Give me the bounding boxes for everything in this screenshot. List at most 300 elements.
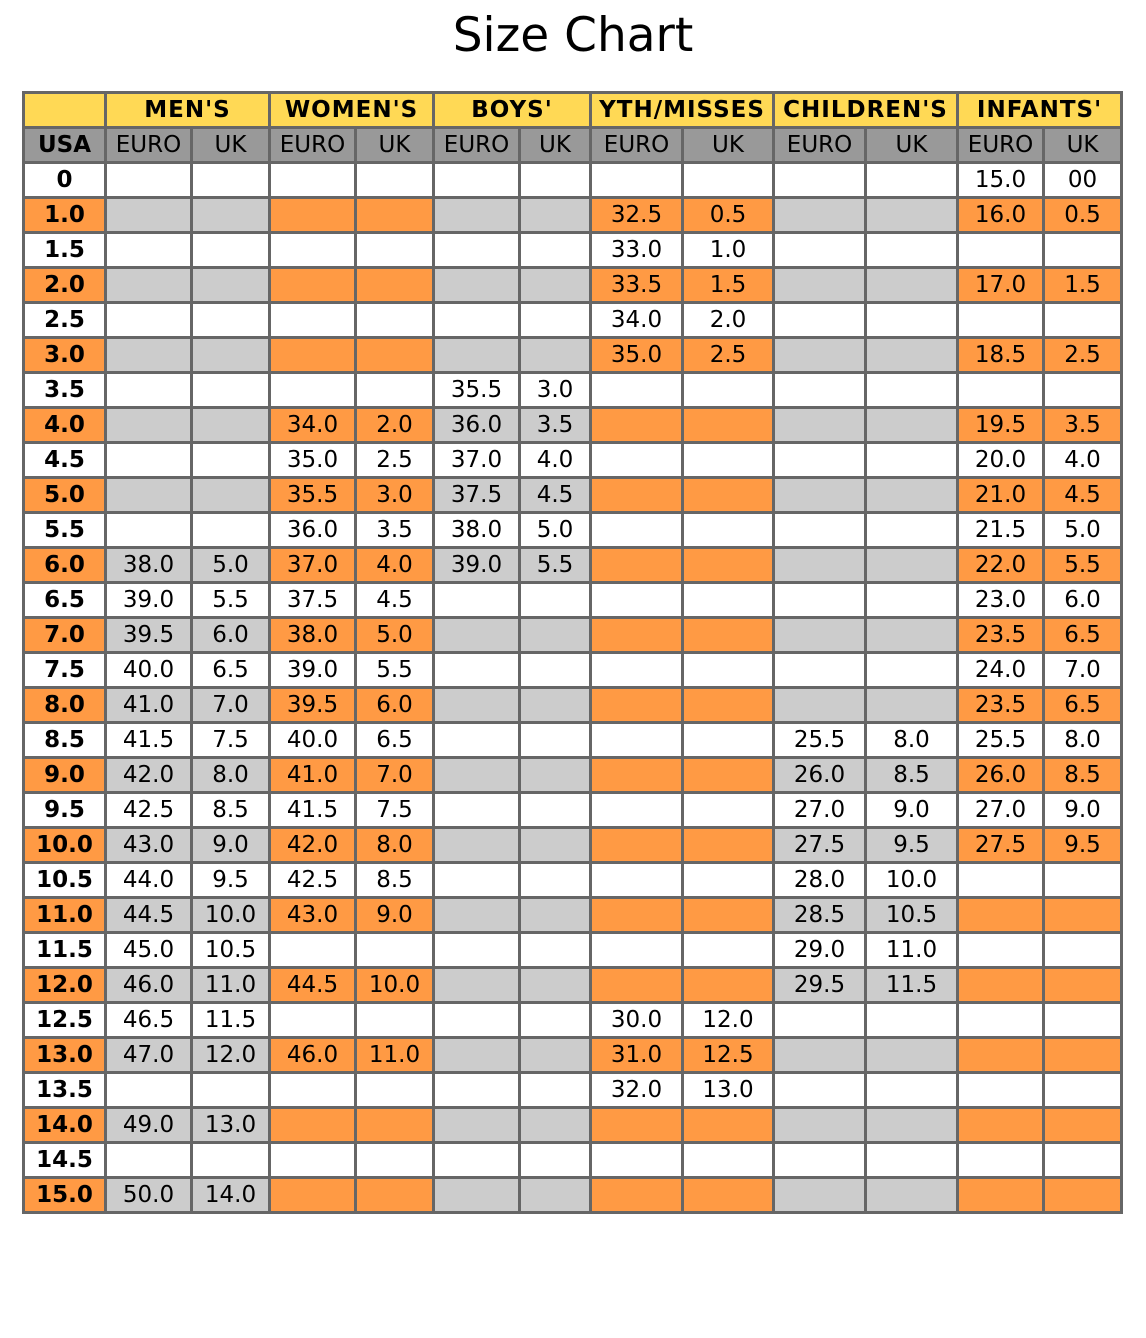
size-cell: [774, 338, 866, 373]
size-cell: [591, 548, 683, 583]
size-cell: [683, 618, 774, 653]
column-header: EURO: [774, 128, 866, 163]
size-cell: [192, 1073, 270, 1108]
size-cell: 36.0: [270, 513, 356, 548]
size-cell: 43.0: [270, 898, 356, 933]
usa-size-cell: 14.5: [24, 1143, 106, 1178]
size-cell: [106, 198, 192, 233]
size-cell: [434, 268, 520, 303]
size-cell: [774, 233, 866, 268]
size-cell: 3.0: [520, 373, 591, 408]
size-cell: 18.5: [958, 338, 1044, 373]
size-cell: 49.0: [106, 1108, 192, 1143]
column-header: UK: [520, 128, 591, 163]
table-row: [24, 933, 1122, 968]
size-cell: [866, 1073, 958, 1108]
size-cell: 4.5: [520, 478, 591, 513]
size-cell: [270, 163, 356, 198]
table-row: [24, 268, 1122, 303]
size-cell: 6.0: [1044, 583, 1122, 618]
size-cell: 35.0: [591, 338, 683, 373]
size-cell: [520, 758, 591, 793]
size-cell: [591, 793, 683, 828]
usa-size-cell: 5.0: [24, 478, 106, 513]
size-cell: [356, 1143, 434, 1178]
size-cell: [434, 583, 520, 618]
size-cell: 9.5: [1044, 828, 1122, 863]
size-cell: 26.0: [774, 758, 866, 793]
size-cell: [591, 373, 683, 408]
size-cell: 40.0: [270, 723, 356, 758]
usa-size-cell: 1.0: [24, 198, 106, 233]
size-cell: 35.0: [270, 443, 356, 478]
size-cell: [270, 233, 356, 268]
size-cell: [434, 1038, 520, 1073]
size-cell: [683, 1108, 774, 1143]
size-cell: 5.0: [192, 548, 270, 583]
size-cell: [192, 303, 270, 338]
size-cell: [520, 303, 591, 338]
usa-size-cell: 15.0: [24, 1178, 106, 1213]
size-cell: [520, 1038, 591, 1073]
group-header-row: [24, 93, 1122, 128]
size-cell: 39.0: [106, 583, 192, 618]
size-cell: [520, 338, 591, 373]
size-cell: [106, 373, 192, 408]
table-row: [24, 758, 1122, 793]
size-cell: 37.0: [434, 443, 520, 478]
size-cell: [866, 303, 958, 338]
size-cell: 1.5: [683, 268, 774, 303]
size-cell: [1044, 1143, 1122, 1178]
size-cell: [866, 338, 958, 373]
size-cell: [270, 1143, 356, 1178]
usa-size-cell: 0: [24, 163, 106, 198]
size-cell: [520, 968, 591, 1003]
size-cell: 37.0: [270, 548, 356, 583]
size-cell: 40.0: [106, 653, 192, 688]
size-cell: [520, 583, 591, 618]
size-cell: [866, 653, 958, 688]
size-cell: 8.5: [866, 758, 958, 793]
size-cell: 23.0: [958, 583, 1044, 618]
size-cell: [866, 513, 958, 548]
size-cell: 39.5: [106, 618, 192, 653]
table-row: [24, 338, 1122, 373]
size-cell: [1044, 1178, 1122, 1213]
size-cell: 17.0: [958, 268, 1044, 303]
size-cell: [958, 933, 1044, 968]
size-cell: 7.0: [356, 758, 434, 793]
size-cell: [683, 863, 774, 898]
size-cell: [192, 1143, 270, 1178]
size-cell: [866, 443, 958, 478]
table-row: [24, 198, 1122, 233]
size-cell: 8.0: [1044, 723, 1122, 758]
size-cell: 12.5: [683, 1038, 774, 1073]
usa-size-cell: 8.0: [24, 688, 106, 723]
size-cell: [591, 1108, 683, 1143]
table-row: [24, 1073, 1122, 1108]
column-header: USA: [24, 128, 106, 163]
size-cell: [106, 303, 192, 338]
size-cell: [106, 268, 192, 303]
size-cell: 1.5: [1044, 268, 1122, 303]
size-cell: [356, 233, 434, 268]
size-cell: 41.0: [270, 758, 356, 793]
size-cell: 38.0: [270, 618, 356, 653]
size-cell: [106, 478, 192, 513]
size-cell: 30.0: [591, 1003, 683, 1038]
usa-size-cell: 4.5: [24, 443, 106, 478]
size-cell: 4.5: [356, 583, 434, 618]
size-cell: 7.0: [1044, 653, 1122, 688]
size-cell: 13.0: [192, 1108, 270, 1143]
size-cell: 45.0: [106, 933, 192, 968]
size-cell: [106, 513, 192, 548]
size-cell: 0.5: [1044, 198, 1122, 233]
size-cell: 32.0: [591, 1073, 683, 1108]
size-cell: 9.5: [192, 863, 270, 898]
size-cell: [866, 688, 958, 723]
size-cell: 27.5: [774, 828, 866, 863]
size-cell: [683, 513, 774, 548]
usa-size-cell: 10.0: [24, 828, 106, 863]
size-cell: [683, 688, 774, 723]
column-header-row: [24, 128, 1122, 163]
size-cell: [774, 163, 866, 198]
size-cell: [683, 443, 774, 478]
size-cell: [866, 233, 958, 268]
size-cell: 44.5: [270, 968, 356, 1003]
size-cell: [270, 268, 356, 303]
size-cell: [774, 1178, 866, 1213]
size-cell: 46.0: [106, 968, 192, 1003]
size-cell: 21.0: [958, 478, 1044, 513]
size-cell: 8.0: [866, 723, 958, 758]
group-header: CHILDREN'S: [774, 93, 958, 128]
size-cell: [434, 793, 520, 828]
size-cell: [434, 303, 520, 338]
size-cell: [866, 548, 958, 583]
size-cell: 7.5: [356, 793, 434, 828]
size-cell: [591, 933, 683, 968]
size-cell: [866, 198, 958, 233]
size-cell: [774, 1038, 866, 1073]
size-cell: [270, 933, 356, 968]
size-cell: [192, 373, 270, 408]
size-cell: [591, 688, 683, 723]
size-cell: [356, 198, 434, 233]
size-cell: [356, 1178, 434, 1213]
size-cell: [866, 618, 958, 653]
size-cell: [958, 233, 1044, 268]
size-cell: [591, 163, 683, 198]
size-cell: 15.0: [958, 163, 1044, 198]
size-cell: [192, 513, 270, 548]
table-row: [24, 968, 1122, 1003]
size-cell: [434, 163, 520, 198]
size-cell: [774, 408, 866, 443]
size-cell: [270, 373, 356, 408]
usa-size-cell: 12.0: [24, 968, 106, 1003]
size-cell: [434, 898, 520, 933]
size-cell: [774, 653, 866, 688]
size-chart-table: [22, 91, 1123, 1214]
size-cell: [591, 583, 683, 618]
size-cell: 35.5: [270, 478, 356, 513]
size-cell: 3.5: [356, 513, 434, 548]
size-cell: [1044, 233, 1122, 268]
size-cell: 9.5: [866, 828, 958, 863]
size-cell: 42.5: [106, 793, 192, 828]
table-row: [24, 1038, 1122, 1073]
size-cell: 42.0: [106, 758, 192, 793]
size-cell: 34.0: [591, 303, 683, 338]
page-title: Size Chart: [452, 8, 694, 63]
size-cell: 26.0: [958, 758, 1044, 793]
size-cell: [774, 513, 866, 548]
size-cell: 44.0: [106, 863, 192, 898]
size-cell: [270, 1073, 356, 1108]
size-cell: [958, 1108, 1044, 1143]
size-cell: 2.5: [683, 338, 774, 373]
size-cell: 47.0: [106, 1038, 192, 1073]
size-cell: [434, 933, 520, 968]
size-cell: [520, 268, 591, 303]
size-cell: [683, 1178, 774, 1213]
size-cell: [591, 1143, 683, 1178]
size-cell: 4.0: [1044, 443, 1122, 478]
size-cell: [520, 1003, 591, 1038]
size-cell: [434, 828, 520, 863]
size-cell: 36.0: [434, 408, 520, 443]
size-cell: 11.0: [192, 968, 270, 1003]
size-cell: [591, 408, 683, 443]
size-cell: [192, 198, 270, 233]
usa-size-cell: 12.5: [24, 1003, 106, 1038]
size-cell: [106, 338, 192, 373]
size-cell: 10.0: [356, 968, 434, 1003]
size-cell: 29.5: [774, 968, 866, 1003]
size-cell: 11.5: [192, 1003, 270, 1038]
size-cell: 7.0: [192, 688, 270, 723]
usa-size-cell: 13.0: [24, 1038, 106, 1073]
usa-size-cell: 6.5: [24, 583, 106, 618]
size-cell: 24.0: [958, 653, 1044, 688]
table-row: [24, 373, 1122, 408]
column-header: UK: [683, 128, 774, 163]
size-cell: [866, 583, 958, 618]
usa-size-cell: 4.0: [24, 408, 106, 443]
size-cell: 32.5: [591, 198, 683, 233]
size-cell: 8.5: [1044, 758, 1122, 793]
usa-size-cell: 2.5: [24, 303, 106, 338]
size-cell: [866, 373, 958, 408]
size-cell: [591, 968, 683, 1003]
size-cell: 5.0: [520, 513, 591, 548]
size-cell: 3.0: [356, 478, 434, 513]
usa-size-cell: 3.0: [24, 338, 106, 373]
size-cell: 4.5: [1044, 478, 1122, 513]
size-cell: 2.0: [356, 408, 434, 443]
size-cell: [1044, 933, 1122, 968]
size-cell: [866, 1038, 958, 1073]
size-cell: 00: [1044, 163, 1122, 198]
size-cell: 11.0: [356, 1038, 434, 1073]
size-cell: [520, 1073, 591, 1108]
size-cell: 19.5: [958, 408, 1044, 443]
size-cell: 31.0: [591, 1038, 683, 1073]
size-cell: 39.0: [270, 653, 356, 688]
size-cell: [434, 1178, 520, 1213]
size-cell: [270, 1108, 356, 1143]
size-cell: 38.0: [434, 513, 520, 548]
size-cell: [270, 1178, 356, 1213]
size-cell: [774, 618, 866, 653]
size-cell: 3.5: [520, 408, 591, 443]
size-cell: 9.0: [1044, 793, 1122, 828]
size-cell: 10.5: [192, 933, 270, 968]
size-cell: 3.5: [1044, 408, 1122, 443]
size-cell: 5.5: [356, 653, 434, 688]
size-cell: [958, 1073, 1044, 1108]
size-cell: [520, 1178, 591, 1213]
size-cell: [434, 863, 520, 898]
size-cell: 28.0: [774, 863, 866, 898]
size-cell: 2.0: [683, 303, 774, 338]
usa-size-cell: 11.5: [24, 933, 106, 968]
size-cell: [591, 898, 683, 933]
size-cell: [683, 653, 774, 688]
size-cell: 39.0: [434, 548, 520, 583]
size-cell: [434, 1073, 520, 1108]
size-cell: [591, 828, 683, 863]
size-cell: 5.5: [192, 583, 270, 618]
table-row: [24, 163, 1122, 198]
size-cell: [774, 268, 866, 303]
size-cell: 10.5: [866, 898, 958, 933]
size-cell: 2.5: [356, 443, 434, 478]
size-cell: [683, 968, 774, 1003]
size-cell: [434, 198, 520, 233]
group-header: BOYS': [434, 93, 591, 128]
group-header: YTH/MISSES: [591, 93, 774, 128]
size-cell: [106, 1143, 192, 1178]
size-cell: [774, 548, 866, 583]
size-cell: [434, 1003, 520, 1038]
size-cell: [192, 338, 270, 373]
size-cell: 6.0: [192, 618, 270, 653]
table-row: [24, 793, 1122, 828]
size-cell: 35.5: [434, 373, 520, 408]
size-cell: [1044, 303, 1122, 338]
size-cell: 10.0: [192, 898, 270, 933]
size-cell: [520, 198, 591, 233]
size-cell: [866, 408, 958, 443]
size-cell: [591, 863, 683, 898]
size-cell: [192, 478, 270, 513]
table-row: [24, 898, 1122, 933]
size-cell: 16.0: [958, 198, 1044, 233]
size-cell: 42.5: [270, 863, 356, 898]
size-cell: [434, 1108, 520, 1143]
size-cell: [1044, 1003, 1122, 1038]
size-cell: [520, 933, 591, 968]
column-header: EURO: [591, 128, 683, 163]
usa-size-cell: 6.0: [24, 548, 106, 583]
size-cell: 37.5: [270, 583, 356, 618]
size-cell: 44.5: [106, 898, 192, 933]
size-cell: [106, 1073, 192, 1108]
size-cell: [591, 653, 683, 688]
column-header: UK: [1044, 128, 1122, 163]
size-cell: [958, 968, 1044, 1003]
table-row: [24, 828, 1122, 863]
table-row: [24, 513, 1122, 548]
size-cell: 6.5: [1044, 618, 1122, 653]
size-cell: [958, 898, 1044, 933]
size-cell: 1.0: [683, 233, 774, 268]
size-cell: 38.0: [106, 548, 192, 583]
size-cell: 9.0: [356, 898, 434, 933]
size-cell: [1044, 373, 1122, 408]
size-cell: 8.5: [356, 863, 434, 898]
size-cell: 28.5: [774, 898, 866, 933]
size-cell: [774, 1073, 866, 1108]
size-cell: [683, 723, 774, 758]
size-cell: [958, 1178, 1044, 1213]
size-cell: [1044, 1108, 1122, 1143]
size-cell: [106, 443, 192, 478]
group-header: MEN'S: [106, 93, 270, 128]
size-cell: [434, 968, 520, 1003]
size-cell: [683, 758, 774, 793]
size-cell: [591, 618, 683, 653]
usa-size-cell: 7.0: [24, 618, 106, 653]
size-cell: [434, 233, 520, 268]
size-cell: [683, 933, 774, 968]
usa-size-cell: 9.5: [24, 793, 106, 828]
size-cell: [774, 303, 866, 338]
table-row: [24, 1178, 1122, 1213]
size-cell: [774, 478, 866, 513]
size-cell: [520, 898, 591, 933]
size-cell: [434, 618, 520, 653]
size-cell: 9.0: [192, 828, 270, 863]
usa-size-cell: 14.0: [24, 1108, 106, 1143]
size-cell: [958, 863, 1044, 898]
size-cell: [1044, 1073, 1122, 1108]
size-cell: 5.0: [1044, 513, 1122, 548]
size-cell: [356, 1108, 434, 1143]
size-cell: [106, 408, 192, 443]
size-cell: [774, 198, 866, 233]
size-cell: [520, 828, 591, 863]
size-cell: 50.0: [106, 1178, 192, 1213]
size-cell: 27.5: [958, 828, 1044, 863]
group-header: INFANTS': [958, 93, 1122, 128]
size-cell: [434, 723, 520, 758]
size-cell: 27.0: [774, 793, 866, 828]
size-cell: [958, 1003, 1044, 1038]
size-cell: [1044, 968, 1122, 1003]
size-cell: [520, 863, 591, 898]
table-row: [24, 863, 1122, 898]
size-cell: [591, 443, 683, 478]
size-cell: [683, 408, 774, 443]
size-cell: [774, 1003, 866, 1038]
